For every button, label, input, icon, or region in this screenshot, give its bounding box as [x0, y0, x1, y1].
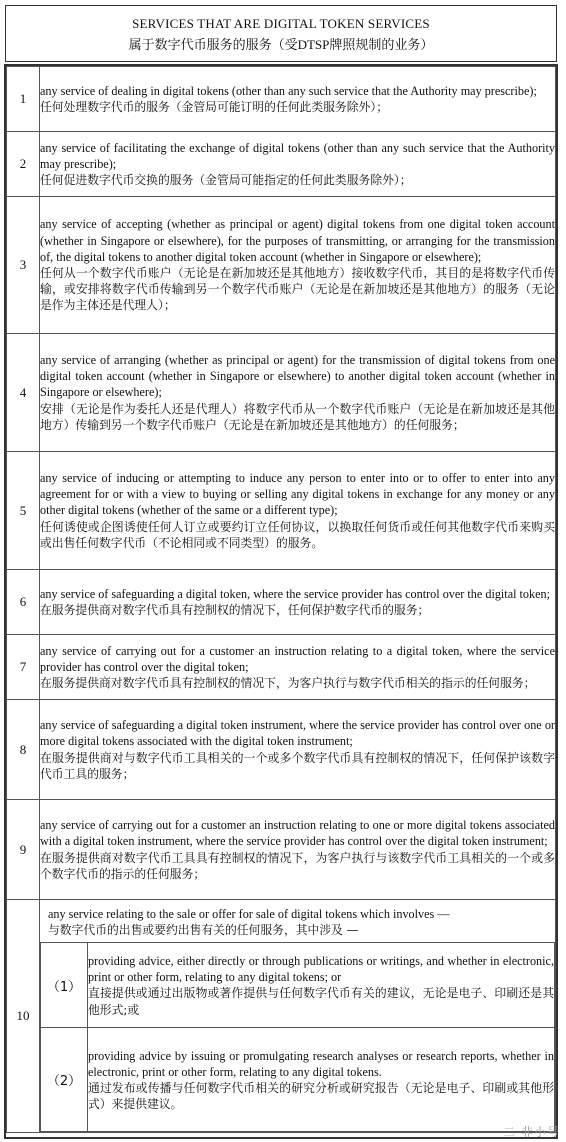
row-number: 2 [7, 132, 40, 197]
description-zh: 与数字代币的出售或要约出售有关的任何服务，其中涉及 — [48, 923, 359, 938]
description-zh: 通过发布或传播与任何数字代币相关的研究分析或研究报告（无论是电子、印刷或其他形式）来提供建议。 [88, 1080, 554, 1112]
title-chinese: 属于数字代币服务的服务（受DTSP牌照规制的业务） [128, 37, 434, 52]
description-zh: 任何诱使或企图诱使任何人订立或要约订立任何协议，以换取任何货币或任何其他数字代币来购买或出售任何数字代币（不论相同或不同类型）的服务。 [40, 519, 555, 550]
description-en: any service of safeguarding a digital token, where the service provider has control over the digital token; [40, 586, 551, 601]
row-number: 1 [7, 67, 40, 132]
table-row [7, 635, 556, 700]
row-description [40, 67, 556, 132]
table-title-box [5, 5, 557, 62]
description-en: any service of carrying out for a customer an instruction relating to a digital token, where the service provider has control over the digital token; [40, 643, 555, 674]
table-row [7, 132, 556, 197]
row-description [40, 900, 556, 1133]
description-en: any service of dealing in digital tokens (other than any such service that the Authority may prescribe); [40, 83, 537, 98]
row-description [40, 700, 556, 800]
row-number: 8 [7, 700, 40, 800]
row-number: 4 [7, 334, 40, 452]
description-zh: 在服务提供商对数字代币具有控制权的情况下，为客户执行与数字代币相关的指示的任何服务； [40, 676, 536, 691]
description-zh: 在服务提供商对与数字代币工具相关的一个或多个数字代币具有控制权的情况下，任何保护该数字代币工具的服务； [40, 750, 555, 781]
row-description [40, 570, 556, 635]
subitem-row [41, 943, 555, 1028]
description-en: any service of carrying out for a customer an instruction relating to one or more digital tokens associated with a digital token instrument, where the service provider has control over the digital token instrument; [40, 818, 555, 849]
description-zh: 在服务提供商对数字代币工具具有控制权的情况下，为客户执行与该数字代币工具相关的一个或多个数字代币的指示的任何服务； [40, 850, 555, 881]
table-row [7, 900, 556, 1133]
row-description [40, 334, 556, 452]
description-en: any service of inducing or attempting to induce any person to enter into or to offer to enter into any agreement for or with a view to buying or selling any digital tokens in exchange for any money or any other digital tokens (whether of the same or a different type); [40, 470, 555, 518]
table-row [7, 452, 556, 570]
description-en: any service of safeguarding a digital token instrument, where the service provider has control over one or more digital tokens associated with the digital token instrument; [40, 718, 555, 749]
services-table [6, 66, 556, 1133]
row-description [40, 635, 556, 700]
table-row [7, 570, 556, 635]
description-en: any service of accepting (whether as principal or agent) digital tokens from one digital token account (whether in Singapore or elsewhere), for the purposes of transmitting, or arranging for the transmission of, the digital tokens to another digital token account (whether in Singapore or elsewhere); [40, 217, 555, 264]
row-number: 5 [7, 452, 40, 570]
subitem-row [41, 1028, 555, 1132]
watermark-logo: 二 非小号 [503, 1125, 560, 1139]
description-zh: 任何促进数字代币交换的服务（金管局可能指定的任何此类服务除外）； [40, 173, 412, 188]
description-zh: 安排（无论是作为委托人还是代理人）将数字代币从一个数字代币账户（无论是在新加坡还是其他地方）传输到另一个数字代币账户（无论是在新加坡还是其他地方）的任何服务； [40, 401, 555, 432]
table-row [7, 67, 556, 132]
row-description [40, 197, 556, 334]
description-zh: 在服务提供商对数字代币具有控制权的情况下，任何保护数字代币的服务； [40, 603, 430, 617]
row-number: 9 [7, 800, 40, 900]
subitem-number: （1） [41, 943, 88, 1028]
description-en: any service relating to the sale or offer for sale of digital tokens which involves — [48, 907, 450, 921]
description-zh: 任何从一个数字代币账户（无论是在新加坡还是其他地方）接收数字代币，其目的是将数字代币传输，或安排将数字代币传输到另一个数字代币账户（无论是在新加坡还是其他地方）的服务（无论是作为主体还是代理人）； [40, 266, 555, 313]
subitem-description [88, 1028, 555, 1132]
description-zh: 直接提供或通过出版物或著作提供与任何数字代币有关的建议，无论是电子、印刷还是其他形式;或 [88, 986, 554, 1017]
row-number: 6 [7, 570, 40, 635]
title-english: SERVICES THAT ARE DIGITAL TOKEN SERVICES [132, 16, 430, 31]
row-number: 3 [7, 197, 40, 334]
subitems-table [40, 942, 555, 1132]
row10-intro [40, 900, 555, 942]
table-row [7, 334, 556, 452]
row-number: 10 [7, 900, 40, 1133]
row-number: 7 [7, 635, 40, 700]
description-en: providing advice by issuing or promulgating research analyses or research reports, whether in electronic, print or other form, relating to any digital tokens. [88, 1048, 554, 1079]
table-row [7, 800, 556, 900]
description-zh: 任何处理数字代币的服务（金管局可能订明的任何此类服务除外）； [40, 100, 389, 114]
description-en: any service of arranging (whether as principal or agent) for the transmission of digital tokens from one digital token account (whether in Singapore or elsewhere) to another digital token account (whether in Singapore or elsewhere); [40, 352, 555, 400]
description-en: any service of facilitating the exchange of digital tokens (other than any such service that the Authority may prescribe); [40, 140, 555, 171]
subitem-description [88, 943, 555, 1028]
subitem-number: （2） [41, 1028, 88, 1132]
table-row [7, 197, 556, 334]
row-description [40, 452, 556, 570]
description-en: providing advice, either directly or through publications or writings, and whether in electronic, print or other form, relating to any digital tokens; or [88, 954, 554, 985]
row-description [40, 800, 556, 900]
row-description [40, 132, 556, 197]
table-row [7, 700, 556, 800]
